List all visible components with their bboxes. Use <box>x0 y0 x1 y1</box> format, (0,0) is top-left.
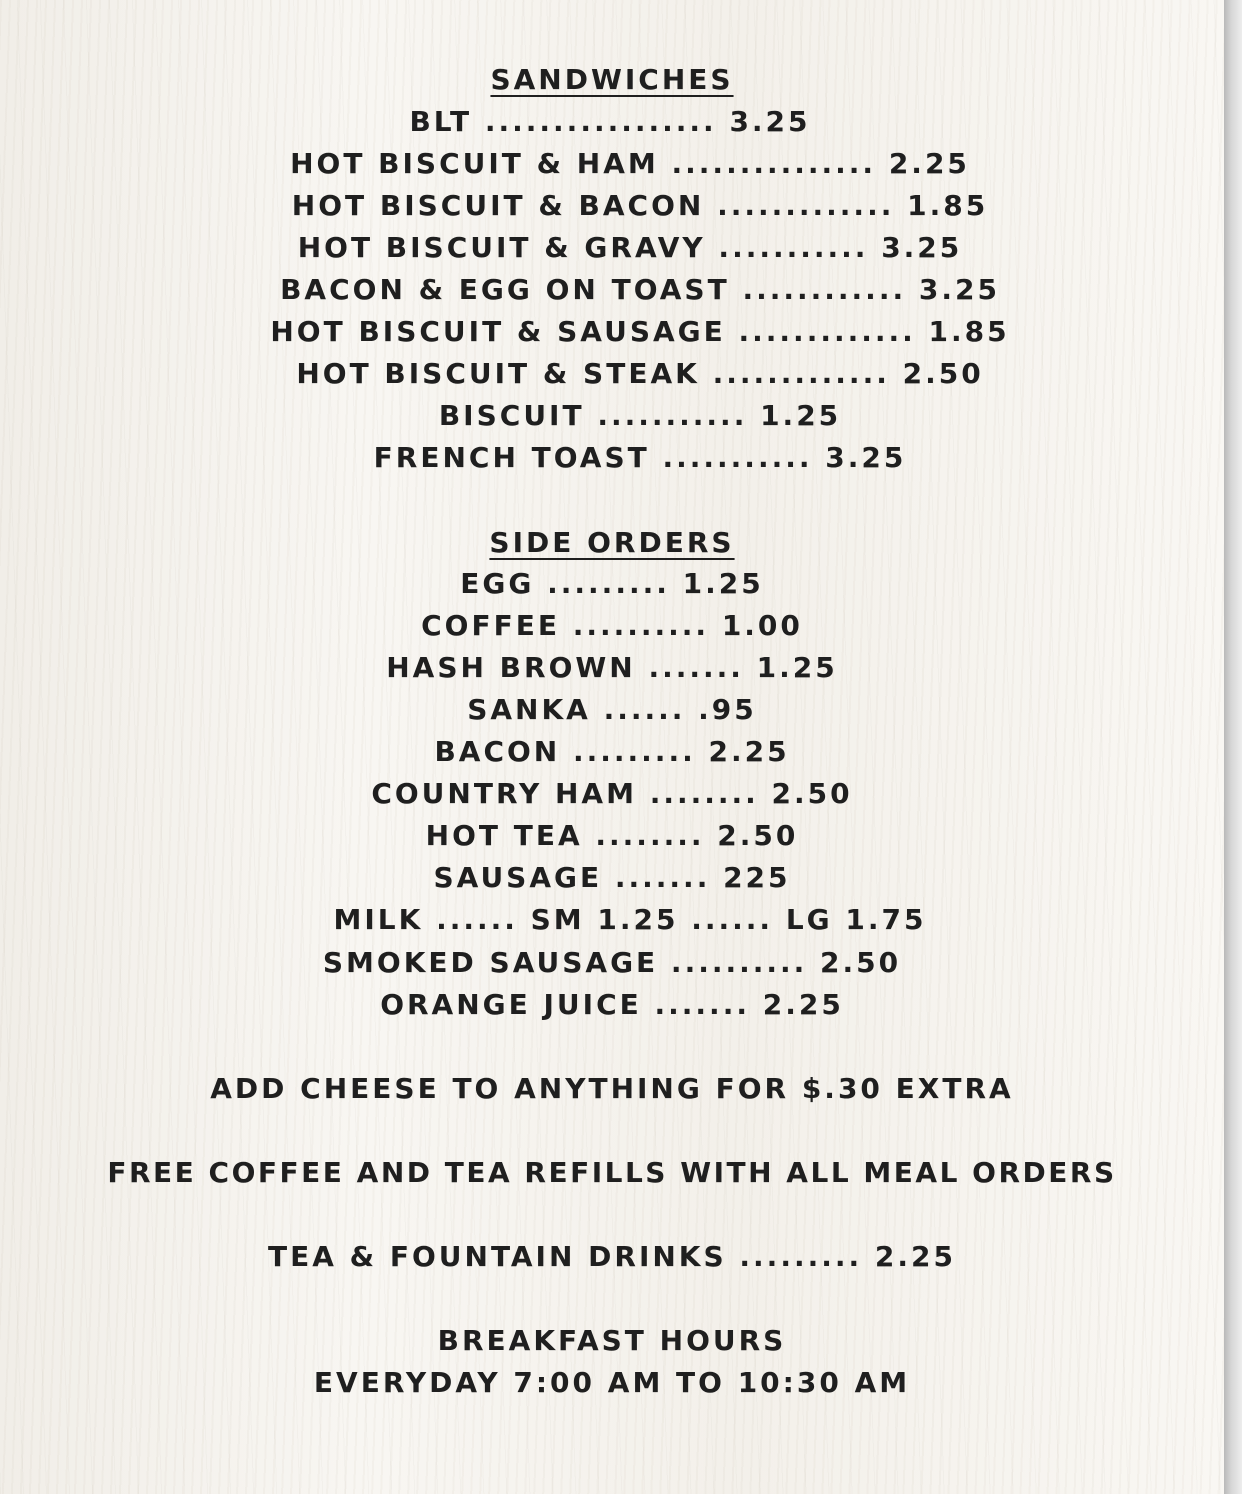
hours-title: BREAKFAST HOURS <box>437 1324 787 1357</box>
refills-note: FREE COFFEE AND TEA REFILLS WITH ALL MEAL ORDERS <box>107 1156 1117 1189</box>
sandwich-item: BACON & EGG ON TOAST ............ 3.25 <box>280 273 1000 306</box>
drinks-price: TEA & FOUNTAIN DRINKS ......... 2.25 <box>268 1240 956 1273</box>
side-order-item: SANKA ...... .95 <box>467 693 757 726</box>
sandwich-item: BISCUIT ........... 1.25 <box>438 399 842 432</box>
side-order-item: ORANGE JUICE ....... 2.25 <box>380 988 844 1021</box>
sandwich-item: HOT BISCUIT & HAM ............... 2.25 <box>290 147 970 180</box>
side-order-item: MILK ...... SM 1.25 ...... LG 1.75 <box>333 903 927 936</box>
side-orders-heading: SIDE ORDERS <box>489 526 735 559</box>
sandwiches-heading: SANDWICHES <box>490 63 734 96</box>
side-order-item: HOT TEA ........ 2.50 <box>425 819 799 852</box>
sandwich-item: BLT ................. 3.25 <box>409 105 811 138</box>
sandwich-item: HOT BISCUIT & SAUSAGE ............. 1.85 <box>270 315 1010 348</box>
side-order-item: COFFEE .......... 1.00 <box>421 609 803 642</box>
side-order-item: EGG ......... 1.25 <box>460 567 764 600</box>
sandwich-item: HOT BISCUIT & GRAVY ........... 3.25 <box>297 231 963 264</box>
side-order-item: BACON ......... 2.25 <box>434 735 790 768</box>
sandwich-item: FRENCH TOAST ........... 3.25 <box>373 441 907 474</box>
hours-time: EVERYDAY 7:00 AM TO 10:30 AM <box>313 1366 911 1399</box>
sandwich-item: HOT BISCUIT & BACON ............. 1.85 <box>291 189 989 222</box>
cheese-note: ADD CHEESE TO ANYTHING FOR $.30 EXTRA <box>210 1072 1014 1105</box>
page-edge <box>1224 0 1242 1494</box>
sandwich-item: HOT BISCUIT & STEAK ............. 2.50 <box>296 357 984 390</box>
side-order-item: SMOKED SAUSAGE .......... 2.50 <box>322 946 902 979</box>
side-order-item: HASH BROWN ....... 1.25 <box>386 651 838 684</box>
side-order-item: COUNTRY HAM ........ 2.50 <box>371 777 853 810</box>
side-order-item: SAUSAGE ....... 225 <box>433 861 791 894</box>
